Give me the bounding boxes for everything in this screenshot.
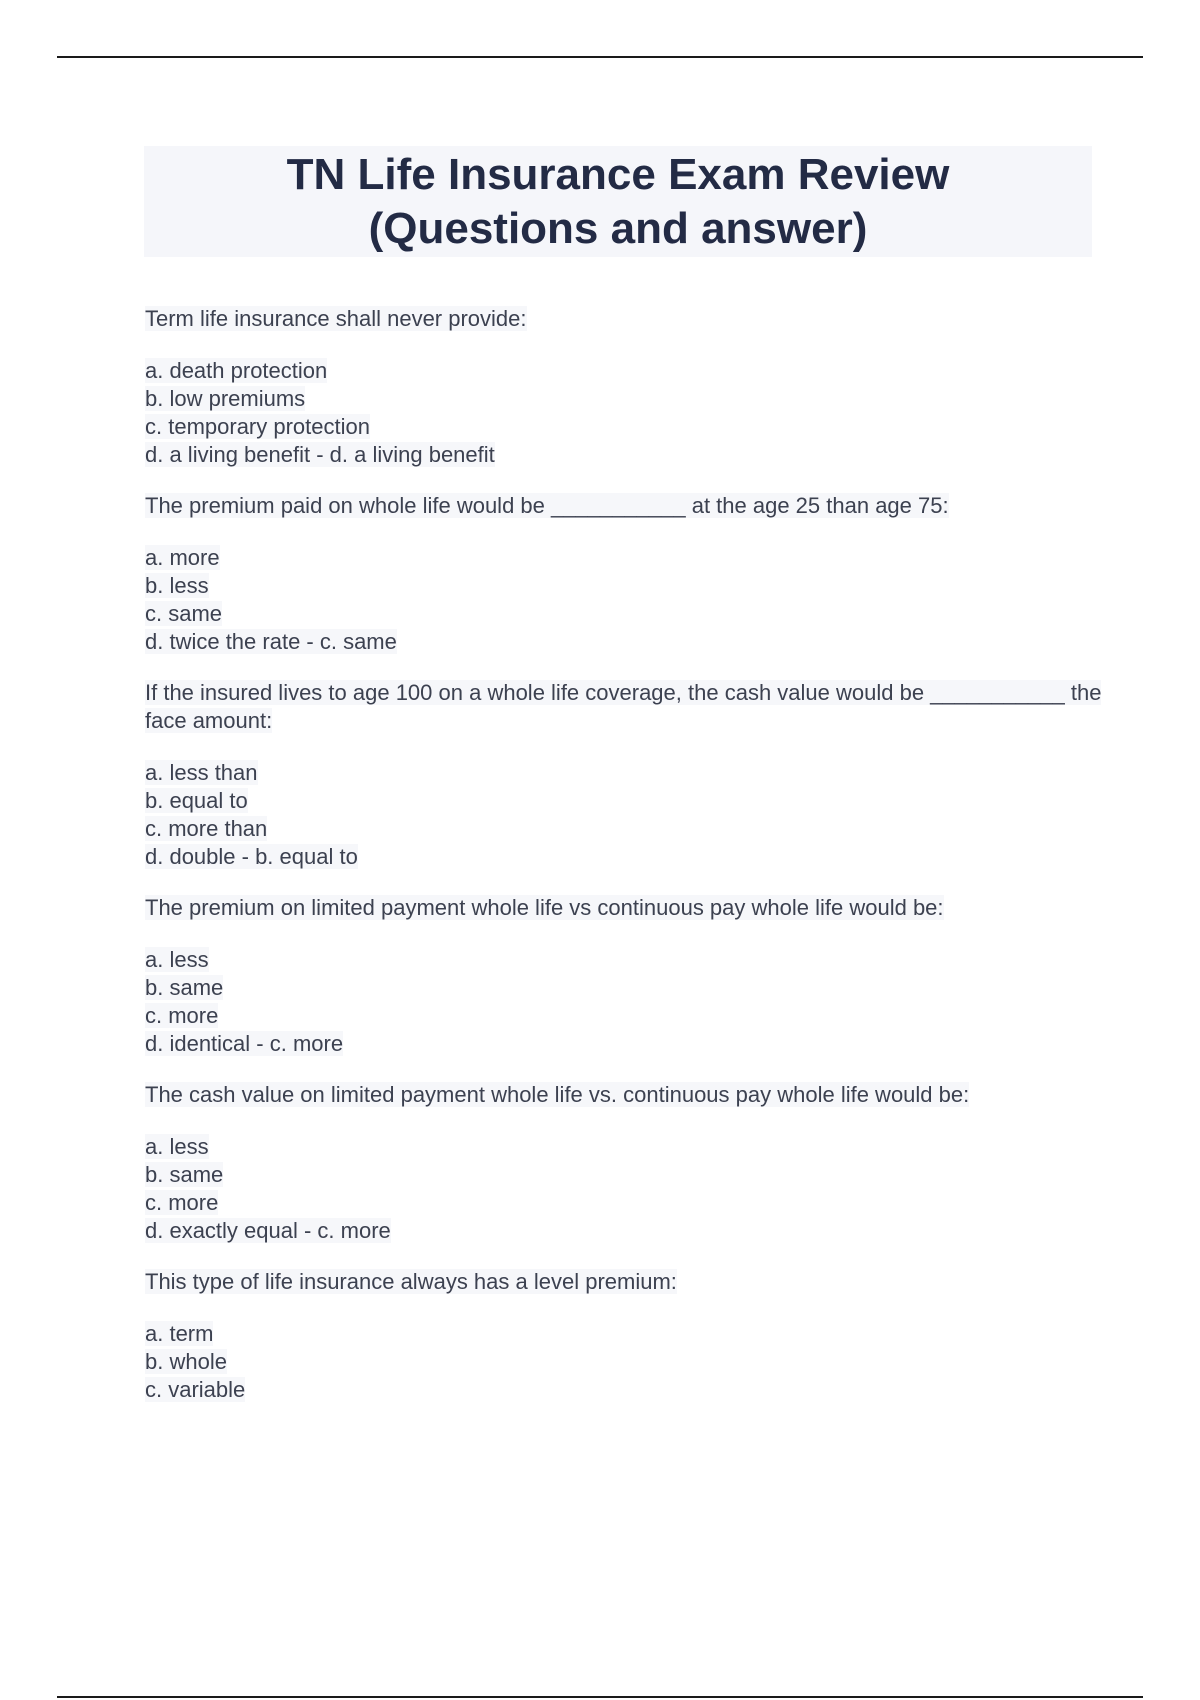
answer-option: a. more (145, 545, 220, 570)
document-title-line-1: TN Life Insurance Exam Review (286, 149, 950, 199)
answer-option: d. exactly equal - c. more (145, 1218, 391, 1243)
document-title-line-2: (Questions and answer) (368, 203, 868, 253)
answer-option: d. a living benefit - d. a living benefit (145, 442, 495, 467)
question-text: If the insured lives to age 100 on a whole life coverage, the cash value would be ___________ the face amount: (145, 680, 1102, 733)
answer-option: c. same (145, 601, 223, 626)
answer-option: c. temporary protection (145, 414, 370, 439)
bottom-rule (57, 1696, 1143, 1698)
question-text: The cash value on limited payment whole life vs. continuous pay whole life would be: (145, 1082, 970, 1107)
question-block (145, 1081, 1105, 1245)
answer-option: a. less (145, 947, 209, 972)
question-list (145, 305, 1105, 1427)
question-block (145, 1268, 1105, 1404)
question-text: This type of life insurance always has a level premium: (145, 1269, 677, 1294)
question-text: Term life insurance shall never provide: (145, 306, 527, 331)
answer-option: c. more (145, 1190, 219, 1215)
question-block (145, 894, 1105, 1058)
answer-option: d. double - b. equal to (145, 844, 358, 869)
answer-option: b. whole (145, 1349, 227, 1374)
title-banner (144, 146, 1092, 257)
answer-option: d. twice the rate - c. same (145, 629, 397, 654)
answer-option: a. death protection (145, 358, 328, 383)
question-text: The premium on limited payment whole life vs continuous pay whole life would be: (145, 895, 944, 920)
answer-option: b. low premiums (145, 386, 306, 411)
answer-option: b. same (145, 975, 224, 1000)
answer-option: b. equal to (145, 788, 248, 813)
answer-option: d. identical - c. more (145, 1031, 344, 1056)
question-block (145, 305, 1105, 469)
answer-option: a. less (145, 1134, 209, 1159)
answer-option: c. variable (145, 1377, 246, 1402)
answer-option: a. term (145, 1321, 214, 1346)
question-block (145, 679, 1105, 871)
question-text: The premium paid on whole life would be ___________ at the age 25 than age 75: (145, 493, 949, 518)
answer-option: c. more than (145, 816, 268, 841)
answer-option: b. same (145, 1162, 224, 1187)
answer-option: a. less than (145, 760, 258, 785)
question-block (145, 492, 1105, 656)
answer-option: b. less (145, 573, 209, 598)
top-rule (57, 56, 1143, 58)
answer-option: c. more (145, 1003, 219, 1028)
